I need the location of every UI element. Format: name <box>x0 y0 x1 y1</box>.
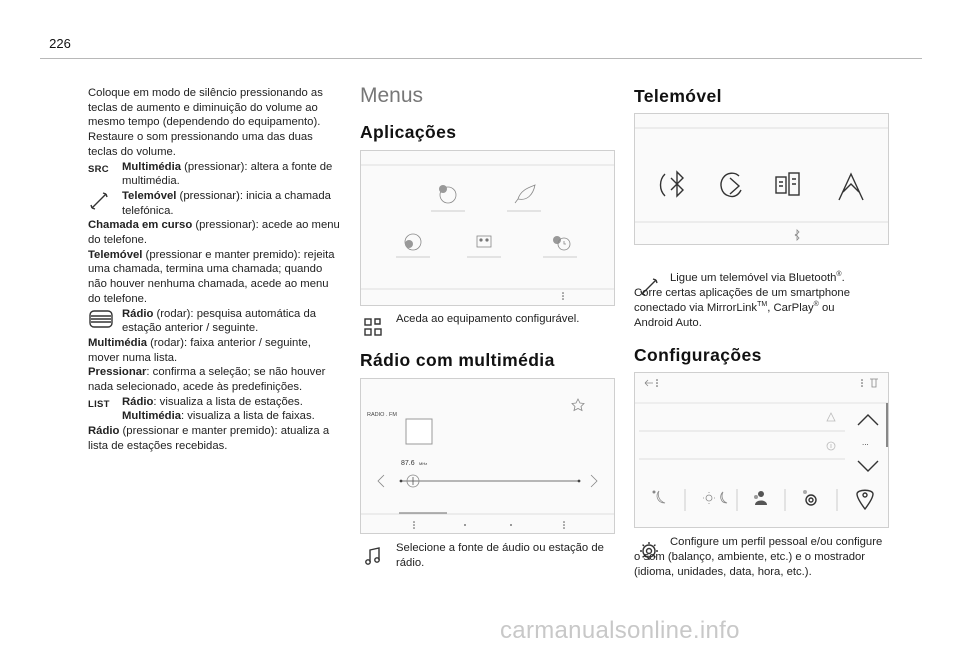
previous-station-icon[interactable] <box>378 475 384 487</box>
applications-screen <box>360 150 615 306</box>
scroll-up-icon[interactable] <box>858 415 878 425</box>
applications-grid-icon <box>364 318 382 336</box>
radio-hold-text: (pressionar e manter premido): atualiza a lista de estações recebidas. <box>88 425 330 452</box>
multimedia-term: Multimédia <box>88 336 147 349</box>
telephone-caption: Ligue um telemóvel via Bluetooth®. Corre certas aplicações de um smartphone conectado via MirrorLink™, CarPlay® ou Android Auto. <box>634 271 850 329</box>
next-station-icon[interactable] <box>591 475 597 487</box>
telephone-term: Telemóvel <box>122 189 177 202</box>
list-radio-text: : visualiza a lista de estações. <box>153 395 303 408</box>
watermark: carmanualsonline.info <box>500 617 740 644</box>
radio-frequency: 87.6 <box>401 460 415 467</box>
location-pin-icon[interactable] <box>857 490 873 509</box>
telephone-screen <box>634 113 889 245</box>
settings-scrollbar[interactable] <box>886 403 888 447</box>
applications-heading: Aplicações <box>360 122 457 142</box>
radio-caption: Selecione a fonte de áudio ou estação de rádio. <box>396 542 604 569</box>
list-multimedia-text: : visualiza a lista de faixas. <box>181 410 315 423</box>
carplay-icon[interactable] <box>721 173 741 196</box>
controls-text-column <box>88 86 344 454</box>
list-multimedia-term: Multimédia <box>122 410 181 423</box>
page-number: 226 <box>49 36 71 51</box>
radio-screen <box>360 378 615 534</box>
radio-hold-term: Rádio <box>88 425 120 438</box>
telephone-hold-text: (pressionar e manter premido): rejeita uma chamada, termina uma chamada; quando não houver nenhuma chamada, acede ao menu do telefone. <box>88 248 335 305</box>
profile-icon[interactable] <box>754 491 767 505</box>
settings-screen <box>634 372 889 528</box>
src-row <box>88 160 344 189</box>
settings-menu-icon[interactable] <box>861 379 863 387</box>
radio-row <box>88 307 344 336</box>
menus-heading: Menus <box>360 84 424 107</box>
message-app-icon <box>431 185 465 211</box>
warning-icon <box>827 413 835 421</box>
clock-settings-icon <box>543 236 577 257</box>
src-text: (pressionar): altera a fonte de multimédia. <box>122 160 333 188</box>
radio-frequency-unit: MHz <box>419 461 428 466</box>
night-mode-icon[interactable] <box>653 491 666 504</box>
telephone-row <box>88 189 344 218</box>
list-row <box>88 395 344 424</box>
call-text: (pressionar): acede ao menu do telefone. <box>88 219 340 247</box>
list-key-label: LIST <box>88 398 110 410</box>
press-text: : confirma a seleção; se não houver nada selecionado, acede às predefinições. <box>88 366 326 394</box>
favorite-star-icon[interactable] <box>572 399 584 411</box>
station-artwork <box>406 419 432 444</box>
phone-handset-icon <box>88 189 122 212</box>
more-options-icon[interactable] <box>562 292 564 300</box>
multimedia-text: (rodar): faixa anterior / seguinte, mover numa lista. <box>88 336 311 364</box>
settings-caption: Configure um perfil pessoal e/ou configure o som (balanço, ambiente, etc.) e o mostrador (idioma, unidades, data, hora, etc.). <box>634 536 883 578</box>
thumbwheel-icon <box>88 307 122 330</box>
radio-more-options-icon[interactable] <box>563 521 565 529</box>
call-term: Chamada em curso <box>88 219 193 232</box>
trash-icon[interactable] <box>870 379 878 387</box>
contacts-app-icon <box>467 236 501 257</box>
dashboard-app-icon <box>396 234 430 257</box>
day-night-icon[interactable] <box>703 492 727 504</box>
src-term: Multimédia <box>122 160 181 173</box>
settings-heading: Configurações <box>634 345 762 365</box>
header-rule <box>40 58 922 59</box>
system-settings-icon[interactable] <box>803 490 816 505</box>
bluetooth-phone-icon[interactable] <box>661 172 684 196</box>
radio-term: Rádio <box>122 307 154 320</box>
list-radio-term: Rádio <box>122 395 154 408</box>
svg-text:...: ... <box>862 438 869 447</box>
back-arrow-icon[interactable] <box>645 380 653 386</box>
press-term: Pressionar <box>88 366 147 379</box>
mirrorlink-icon[interactable] <box>776 173 799 195</box>
bluetooth-status-icon <box>795 230 799 240</box>
intro-paragraph: Coloque em modo de silêncio pressionando as teclas de aumento e diminuição do volume ao mesmo tempo (dependendo do equipamento). Restaure o som pressionando uma das duas teclas do volume. <box>88 87 323 158</box>
radio-text: (rodar): pesquisa automática da estação anterior / seguinte. <box>122 307 317 335</box>
telephone-text: (pressionar): inicia a chamada telefónica. <box>122 189 331 217</box>
telephone-hold-term: Telemóvel <box>88 248 143 261</box>
radio-bottom-menu-icon[interactable] <box>413 521 415 529</box>
radio-multimedia-heading: Rádio com multimédia <box>360 350 555 370</box>
radio-band-label: RADIO . FM <box>367 412 397 418</box>
applications-caption: Aceda ao equipamento configurável. <box>396 313 580 325</box>
music-note-icon <box>364 546 382 566</box>
telephone-heading: Telemóvel <box>634 86 722 106</box>
android-auto-icon[interactable] <box>839 174 863 200</box>
scroll-down-icon[interactable] <box>858 461 878 471</box>
src-key-label: SRC <box>88 163 109 175</box>
eco-leaf-icon <box>507 185 541 211</box>
info-icon <box>827 442 835 450</box>
